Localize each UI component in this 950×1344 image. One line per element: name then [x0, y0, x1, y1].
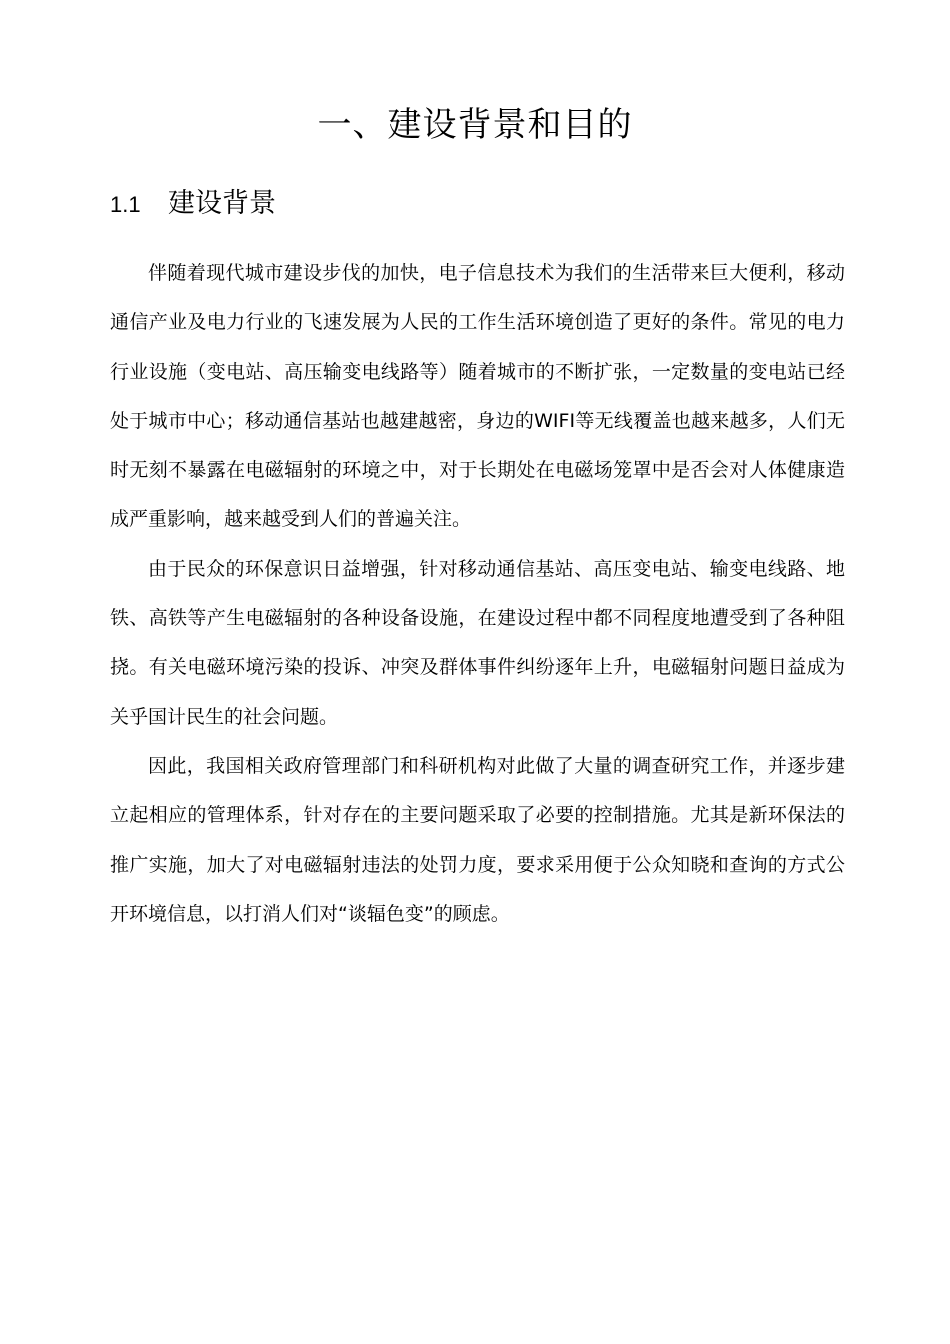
section-number: 1.1 [110, 192, 141, 217]
paragraph: 伴随着现代城市建设步伐的加快，电子信息技术为我们的生活带来巨大便利，移动通信产业及电力行业的飞速发展为人民的工作生活环境创造了更好的条件。常见的电力行业设施（变电站、高压输变电线路等）随着城市的不断扩张，一定数量的变电站已经处于城市中心；移动通信基站也越建越密，身边的WIFI等无线覆盖也越来越多，人们无时无刻不暴露在电磁辐射的环境之中，对于长期处在电磁场笼罩中是否会对人体健康造成严重影响，越来越受到人们的普遍关注。 [110, 262, 845, 531]
body-text [110, 249, 845, 939]
section-heading [110, 182, 276, 227]
paragraph: 因此，我国相关政府管理部门和科研机构对此做了大量的调查研究工作，并逐步建立起相应的管理体系，针对存在的主要问题采取了必要的控制措施。尤其是新环保法的推广实施，加大了对电磁辐射违法的处罚力度，要求采用便于公众知晓和查询的方式公开环境信息，以打消人们对“谈辐色变”的顾虑。 [110, 754, 845, 925]
section-title: 建设背景 [168, 188, 276, 219]
paragraph: 由于民众的环保意识日益增强，针对移动通信基站、高压变电站、输变电线路、地铁、高铁等产生电磁辐射的各种设备设施，在建设过程中都不同程度地遭受到了各种阻挠。有关电磁环境污染的投诉、冲突及群体事件纠纷逐年上升，电磁辐射问题日益成为关乎国计民生的社会问题。 [110, 557, 845, 728]
chapter-title: 一、建设背景和目的 [317, 105, 633, 145]
